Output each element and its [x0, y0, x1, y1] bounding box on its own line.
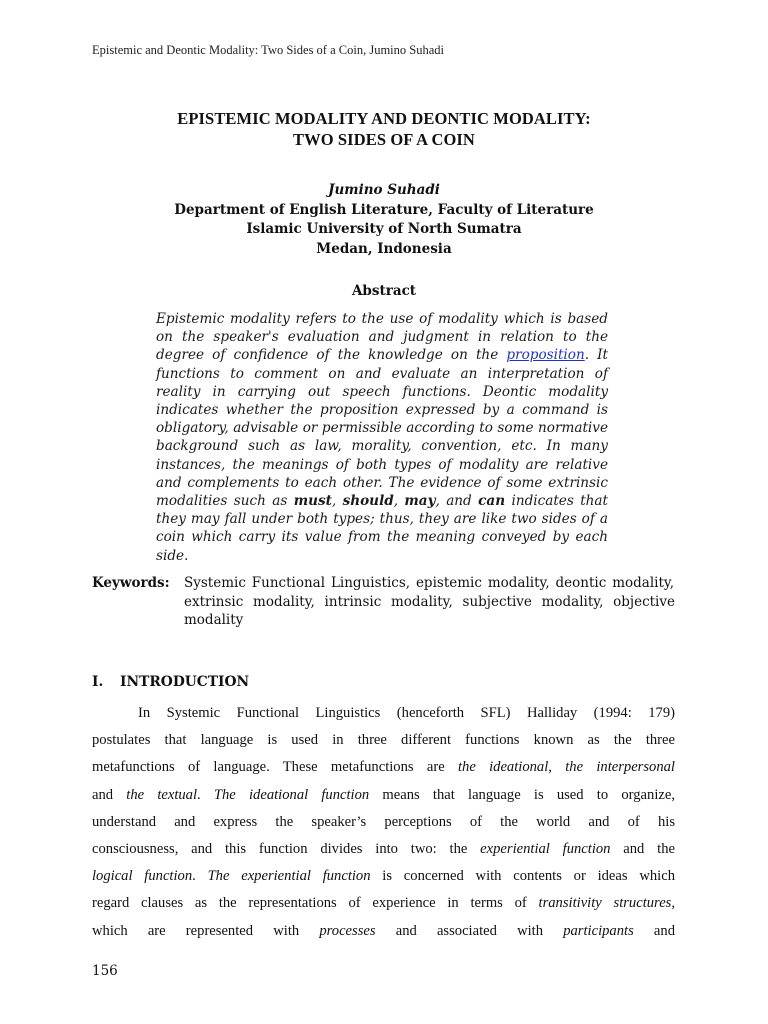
- body-text: [92, 700, 675, 945]
- keywords-line-2: extrinsic modality, intrinsic modality, subjective modality, objective modality: [184, 593, 675, 628]
- body-line-7: [92, 863, 675, 890]
- body-line-9-italic-b: participants: [563, 922, 634, 939]
- body-line-9-text-a: which are represented with: [92, 922, 320, 939]
- author-department: Department of English Literature, Faculty of Literature: [174, 201, 594, 218]
- body-line-8-italic: transitivity structures,: [538, 895, 675, 912]
- section-number: I.: [92, 674, 104, 690]
- body-line-6-text-a: consciousness, and this function divides into two: the: [92, 840, 481, 857]
- body-line-2-text: postulates that language is used in three different functions known as the three: [92, 732, 675, 749]
- body-line-6-text-b: and the: [610, 840, 675, 857]
- body-line-6-italic: experiential function: [480, 840, 611, 857]
- body-line-5: [92, 809, 675, 836]
- section-heading: [92, 674, 249, 690]
- title-line-2: TWO SIDES OF A COIN: [293, 130, 475, 149]
- running-header: Epistemic and Deontic Modality: Two Sides of a Coin, Jumino Suhadi: [92, 43, 444, 57]
- keyword-can: can: [478, 493, 506, 510]
- body-line-7-italic-a: logical function: [92, 868, 193, 885]
- body-line-7-text-a: .: [192, 868, 208, 885]
- body-line-9: [92, 918, 675, 945]
- body-line-1-text: In Systemic Functional Linguistics (henceforth SFL) Halliday (1994: 179): [138, 705, 675, 721]
- body-line-7-text-b: is concerned with contents or ideas which: [370, 868, 676, 885]
- keyword-may: may: [404, 493, 436, 510]
- body-line-4-text-b: .: [197, 786, 214, 803]
- body-line-4-text-c: means that language is used to organize,: [369, 786, 675, 803]
- abstract-text-2: . It functions to comment on and evaluate an interpretation of reality in carrying out speech functions. Deontic modality indicates whether the proposition expressed by a command is obligatory, advisable or permissible according to some normative background such as law, morality, convention, etc. In many instances, the meanings of both types of modality are relative and complements to each other. The evidence of some extrinsic modalities such as: [156, 347, 608, 510]
- keywords-line-1: Systemic Functional Linguistics, epistemic modality, deontic modality,: [184, 575, 674, 591]
- body-line-8-text: regard clauses as the representations of experience in terms of: [92, 895, 539, 912]
- keyword-should: should: [342, 493, 394, 510]
- abstract-text-1: Epistemic modality refers to the use of modality which is based on the speaker's evaluation and judgment in relation to the degree of confidence of the knowledge on the: [156, 311, 608, 364]
- body-line-7-italic-b: The experiential function: [207, 868, 371, 885]
- body-line-1: [92, 700, 675, 727]
- body-line-3-italic: the ideational, the interpersonal: [457, 759, 675, 776]
- section-title: INTRODUCTION: [120, 674, 250, 690]
- body-line-2: [92, 727, 675, 754]
- body-line-3: [92, 754, 675, 781]
- body-line-4-italic-a: the textual: [126, 786, 198, 803]
- body-line-4-italic-b: The ideational function: [213, 786, 370, 803]
- body-line-9-text-b: and associated with: [375, 922, 564, 939]
- keywords-block: [92, 574, 675, 630]
- body-line-9-text-c: and: [633, 922, 675, 939]
- abstract-body: [156, 310, 608, 565]
- body-line-3-text: metafunctions of language. These metafunctions are: [92, 759, 458, 776]
- abstract-text-4: indicates that they may fall under both types; thus, they are like two sides of a coin which carry its value from the meaning conveyed by each side.: [156, 493, 608, 564]
- body-line-8: [92, 890, 675, 917]
- keyword-must: must: [293, 493, 332, 510]
- page-number: 156: [92, 963, 118, 979]
- author-name: Jumino Suhadi: [328, 182, 440, 198]
- author-block: [0, 181, 768, 259]
- author-location: Medan, Indonesia: [316, 240, 452, 257]
- body-line-4: [92, 782, 675, 809]
- body-line-9-italic-a: processes: [319, 922, 376, 939]
- paper-title: [0, 108, 768, 150]
- keywords-label: Keywords:: [92, 575, 170, 591]
- body-line-5-text: understand and express the speaker’s perceptions of the world and of his: [92, 813, 675, 830]
- abstract-heading: Abstract: [351, 283, 417, 299]
- abstract-comma-2: ,: [393, 493, 405, 510]
- title-line-1: EPISTEMIC MODALITY AND DEONTIC MODALITY:: [177, 109, 591, 128]
- body-line-4-text-a: and: [92, 786, 127, 803]
- body-line-6: [92, 836, 675, 863]
- abstract-text-3: , and: [435, 493, 479, 510]
- author-university: Islamic University of North Sumatra: [246, 221, 522, 237]
- abstract-comma-1: ,: [331, 493, 343, 510]
- proposition-link[interactable]: proposition: [506, 347, 585, 364]
